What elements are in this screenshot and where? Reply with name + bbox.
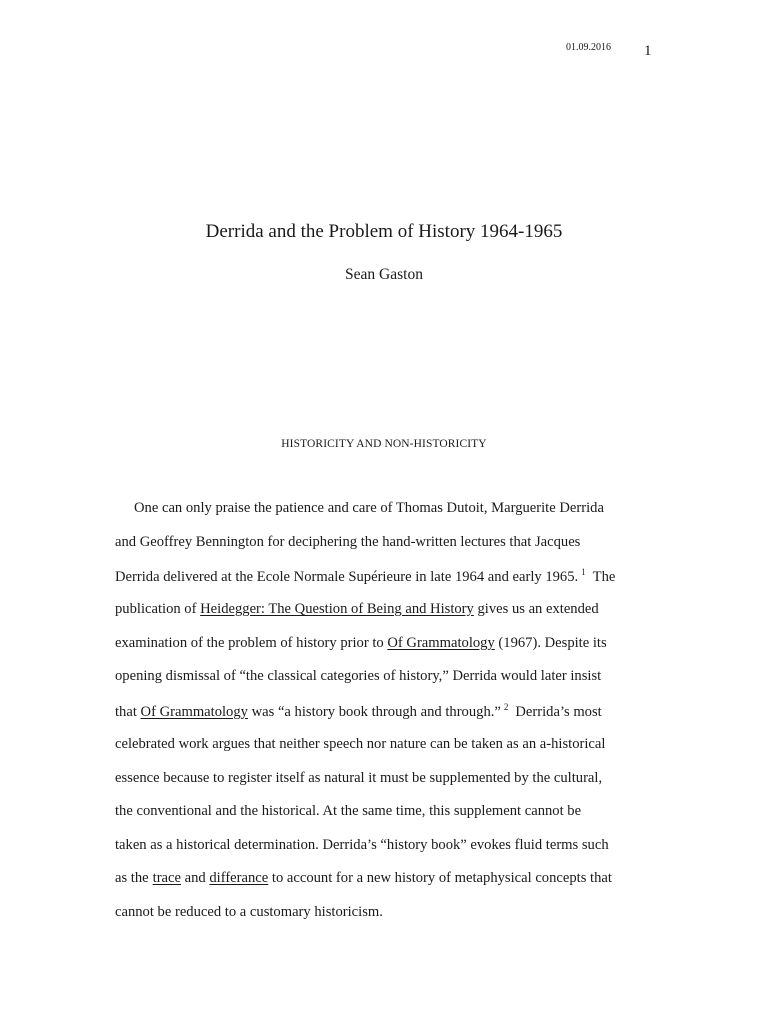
text-run: Derrida’s most <box>515 704 602 720</box>
author-name: Sean Gaston <box>345 266 423 283</box>
paragraph-line-2: and Geoffrey Bennington for deciphering the hand-written lectures that Jacques <box>115 534 581 550</box>
text-run: and <box>181 870 210 886</box>
text-run: that <box>115 704 141 720</box>
text-run: publication of <box>115 601 201 617</box>
paragraph-line-9: essence because to register itself as natural it must be supplemented by the cultural, <box>115 770 603 786</box>
paragraph-line-11: taken as a historical determination. Derrida’s “history book” evokes fluid terms such <box>115 837 609 853</box>
paragraph-line-1: One can only praise the patience and care of Thomas Dutoit, Marguerite Derrida <box>134 500 604 516</box>
book-title-grammatology: Of Grammatology <box>140 704 248 720</box>
text-run: The <box>592 569 616 585</box>
text-run: was “a history book through and through.” <box>247 704 501 720</box>
paragraph-line-3 <box>115 567 615 586</box>
text-run: (1967). Despite its <box>494 635 607 651</box>
term-differance: differance <box>209 870 269 886</box>
paragraph-line-10: the conventional and the historical. At the same time, this supplement cannot be <box>115 803 582 819</box>
section-heading: HISTORICITY AND NON-HISTORICITY <box>281 438 487 450</box>
text-run: as the <box>115 870 149 886</box>
book-title-heidegger: Heidegger: The Question of Being and History <box>200 601 474 617</box>
document-title: Derrida and the Problem of History 1964-1965 <box>205 221 563 242</box>
paragraph-line-13: cannot be reduced to a customary historicism. <box>115 904 383 920</box>
text-run: Derrida delivered at the Ecole Normale Supérieure in late 1964 and early 1965. <box>115 569 579 585</box>
paragraph-line-6: opening dismissal of “the classical categories of history,” Derrida would later insist <box>115 668 602 684</box>
text-run: examination of the problem of history prior to <box>115 635 388 651</box>
footnote-ref-1[interactable]: 1 <box>581 567 586 577</box>
term-trace: trace <box>152 870 181 886</box>
text-run: to account for a new history of metaphysical concepts that <box>268 870 612 886</box>
header-date: 01.09.2016 <box>566 42 611 53</box>
paragraph-line-5 <box>115 635 607 652</box>
page-number: 1 <box>644 43 652 59</box>
paragraph-line-8: celebrated work argues that neither speech nor nature can be taken as an a-historical <box>115 736 606 752</box>
paragraph-line-12 <box>115 870 612 887</box>
footnote-ref-2[interactable]: 2 <box>503 702 509 712</box>
text-run: gives us an extended <box>473 601 599 617</box>
book-title-grammatology: Of Grammatology <box>387 635 495 651</box>
paragraph-line-7 <box>115 702 602 721</box>
paragraph-line-4 <box>115 601 599 618</box>
